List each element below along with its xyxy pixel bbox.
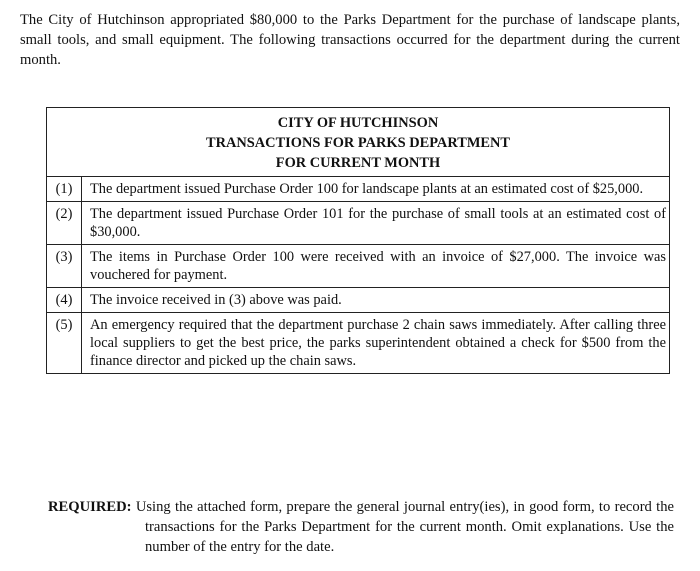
required-label: REQUIRED: (48, 499, 132, 515)
row-description: The department issued Purchase Order 100 for landscape plants at an estimated cost of $25,000. (82, 177, 670, 202)
header-transactions: TRANSACTIONS FOR PARKS DEPARTMENT (206, 135, 510, 151)
row-description: The invoice received in (3) above was paid. (82, 288, 670, 313)
table-row (47, 288, 670, 313)
row-number: (3) (47, 245, 82, 288)
transactions-table (46, 107, 670, 374)
table-row (47, 177, 670, 202)
header-period: FOR CURRENT MONTH (275, 155, 441, 171)
table-header (47, 108, 670, 177)
required-paragraph (48, 497, 674, 557)
row-number: (4) (47, 288, 82, 313)
table-header-row (47, 108, 670, 177)
required-text: Using the attached form, prepare the general journal entry(ies), in good form, to record the transactions for the Parks Department for the current month. Omit explanations. Use the number of the entry for the date. (135, 499, 675, 555)
table-row (47, 245, 670, 288)
row-number: (2) (47, 202, 82, 245)
row-description: The items in Purchase Order 100 were received with an invoice of $27,000. The invoice was vouchered for payment. (82, 245, 670, 288)
table-row (47, 202, 670, 245)
intro-paragraph: The City of Hutchinson appropriated $80,000 to the Parks Department for the purchase of landscape plants, small tools, and small equipment. The following transactions occurred for the department during the current month. (20, 12, 680, 68)
row-description: An emergency required that the department purchase 2 chain saws immediately. After calling three local suppliers to get the best price, the parks superintendent obtained a check for $500 from the finance director and picked up the chain saws. (82, 313, 670, 374)
table-row (47, 313, 670, 374)
header-city: CITY OF HUTCHINSON (277, 115, 439, 131)
row-description: The department issued Purchase Order 101 for the purchase of small tools at an estimated cost of $30,000. (82, 202, 670, 245)
row-number: (1) (47, 177, 82, 202)
row-number: (5) (47, 313, 82, 374)
